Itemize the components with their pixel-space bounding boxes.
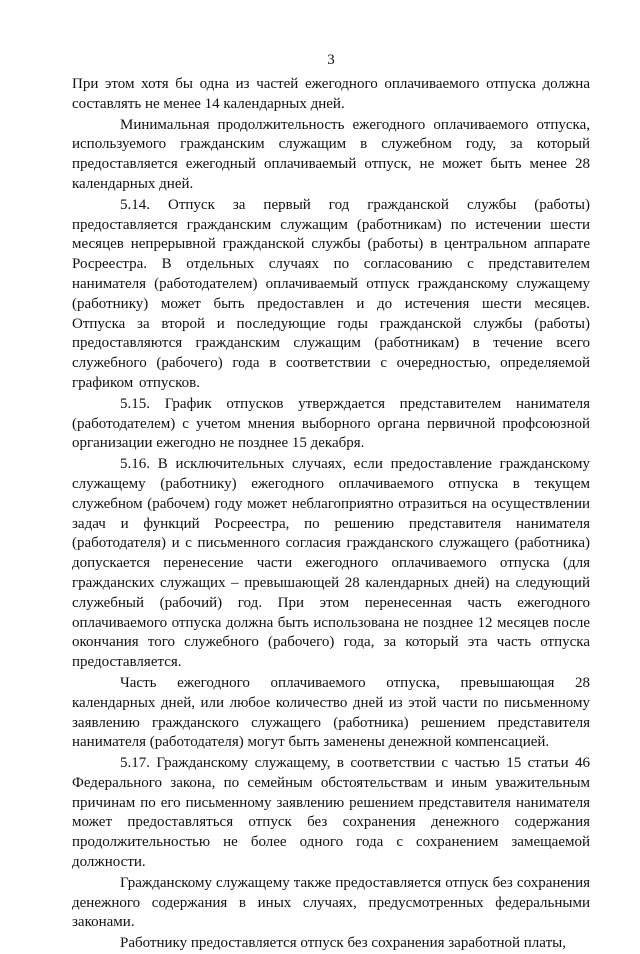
paragraph-min-duration: Минимальная продолжительность ежегодного оплачиваемого отпуска, используемого гражданским служащим в служебном году, за который предоставляется ежегодный оплачиваемый отпуск, не может быть менее 28 календарных дней.	[72, 116, 590, 192]
paragraph-5-14: 5.14. Отпуск за первый год гражданской службы (работы) предоставляется гражданским служащим (работникам) по истечении шести месяцев непрерывной гражданской службы (работы) в центральном аппарате Росреестра. В отдельных случаях по согласованию с представителем нанимателя (работодателем) оплачиваемый отпуск гражданскому служащему (работнику) может быть предоставлен и до истечения шести месяцев. Отпуска за второй и последующие годы гражданской службы (работы) предоставляются гражданским служащим (работникам) в течение всего служебного (рабочего) года в соответствии с очередностью, определяемой графиком отпусков.	[72, 196, 590, 391]
paragraph-other-cases: Гражданскому служащему также предоставляется отпуск без сохранения денежного содержания в иных случаях, предусмотренных федеральными законами.	[72, 874, 590, 931]
paragraph-5-17: 5.17. Гражданскому служащему, в соответствии с частью 15 статьи 46 Федерального закона, по семейным обстоятельствам и иным уважительным причинам по его письменному заявлению решением представителя нанимателя может предоставляться отпуск без сохранения денежного содержания продолжительностью не более одного года с сохранением замещаемой должности.	[72, 755, 590, 871]
paragraph-5-15: 5.15. График отпусков утверждается представителем нанимателя (работодателем) с учетом мнения выборного органа первичной профсоюзной организации ежегодно не позднее 15 декабря.	[72, 395, 590, 452]
page-number: 3	[327, 52, 335, 68]
paragraph-min-part: При этом хотя бы одна из частей ежегодного оплачиваемого отпуска должна составлять не менее 14 календарных дней.	[72, 76, 590, 112]
paragraph-5-16: 5.16. В исключительных случаях, если предоставление гражданскому служащему (работнику) ежегодного оплачиваемого отпуска в текущем служебном (рабочем) году может неблагоприятно отразиться на осуществлении задач и функций Росреестра, по решению представителя нанимателя (работодателя) и с письменного согласия гражданского служащего (работника) допускается перенесение части ежегодного оплачиваемого отпуска (для гражданских служащих – превышающей 28 календарных дней) на следующий служебный (рабочий) год. При этом перенесенная часть ежегодного оплачиваемого отпуска должна быть использована не позднее 12 месяцев после окончания того служебного (рабочего) года, за который эта часть отпуска предоставляется.	[72, 456, 590, 671]
paragraph-worker-leave: Работнику предоставляется отпуск без сохранения заработной платы,	[120, 935, 566, 952]
paragraph-compensation: Часть ежегодного оплачиваемого отпуска, превышающая 28 календарных дней, или любое количество дней из этой части по письменному заявлению гражданского служащего (работника) решением представителя нанимателя (работодателя) могут быть заменены денежной компенсацией.	[72, 674, 590, 751]
